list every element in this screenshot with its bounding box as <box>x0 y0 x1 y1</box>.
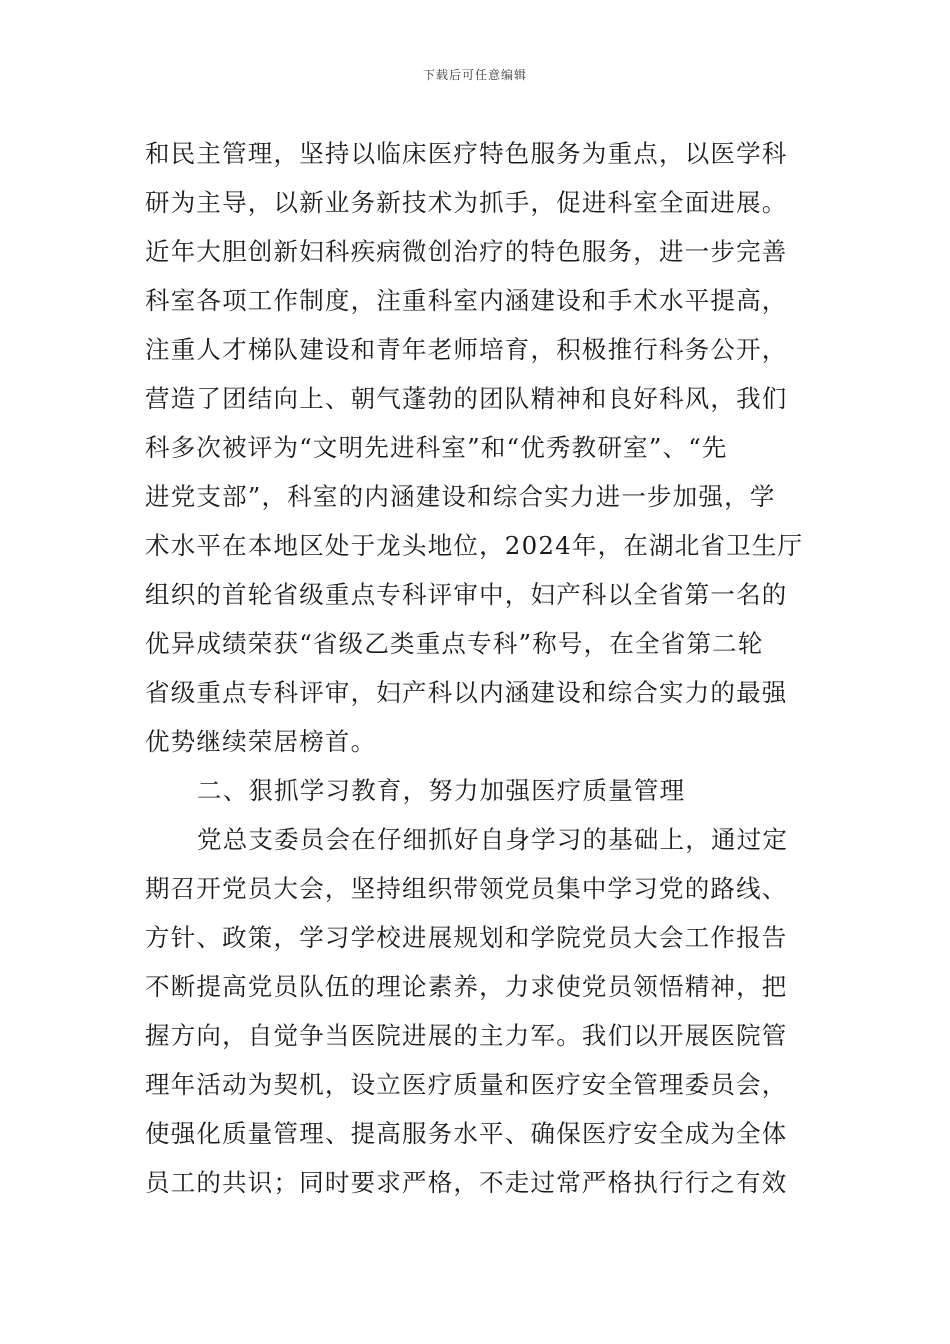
text-line: 和民主管理，坚持以临床医疗特色服务为重点，以医学科 <box>145 139 788 168</box>
text-line: 近年大胆创新妇科疾病微创治疗的特色服务，进一步完善 <box>145 237 788 266</box>
text-line: 优异成绩荣获“省级乙类重点专科”称号，在全省第二轮 <box>145 629 764 658</box>
text-line: 进党支部”，科室的内涵建设和综合实力进一步加强，学 <box>145 482 776 511</box>
text-line: 员工的共识；同时要求严格，不走过常严格执行行之有效 <box>145 1168 788 1197</box>
document-body <box>145 129 815 1207</box>
text-line: 优势继续荣居榜首。 <box>145 727 377 756</box>
text-line: 握方向，自觉争当医院进展的主力军。我们以开展医院管 <box>145 1021 788 1050</box>
text-line: 期召开党员大会，坚持组织带领党员集中学习党的路线、 <box>145 874 788 903</box>
text-line: 省级重点专科评审，妇产科以内涵建设和综合实力的最强 <box>145 678 788 707</box>
text-line: 科多次被评为“文明先进科室”和“优秀教研室”、“先 <box>145 433 728 462</box>
text-line: 术水平在本地区处于龙头地位，2024年，在湖北省卫生厅 <box>145 531 804 560</box>
paragraph-first-line: 党总支委员会在仔细抓好自身学习的基础上，通过定 <box>197 825 789 854</box>
text-line: 营造了团结向上、朝气蓬勃的团队精神和良好科风，我们 <box>145 384 788 413</box>
text-line: 注重人才梯队建设和青年老师培育，积极推行科务公开， <box>145 335 788 364</box>
page-header: 下载后可任意编辑 <box>422 68 527 82</box>
section-heading: 二、狠抓学习教育，努力加强医疗质量管理 <box>197 776 686 805</box>
text-line: 科室各项工作制度，注重科室内涵建设和手术水平提高， <box>145 286 788 315</box>
text-line: 使强化质量管理、提高服务水平、确保医疗安全成为全体 <box>145 1119 788 1148</box>
text-line: 理年活动为契机，设立医疗质量和医疗安全管理委员会， <box>145 1070 788 1099</box>
text-line: 研为主导，以新业务新技术为抓手，促进科室全面进展。 <box>145 188 788 217</box>
text-line: 组织的首轮省级重点专科评审中，妇产科以全省第一名的 <box>145 580 788 609</box>
text-line: 方针、政策，学习学校进展规划和学院党员大会工作报告 <box>145 923 788 952</box>
text-line: 不断提高党员队伍的理论素养，力求使党员领悟精神，把 <box>145 972 788 1001</box>
